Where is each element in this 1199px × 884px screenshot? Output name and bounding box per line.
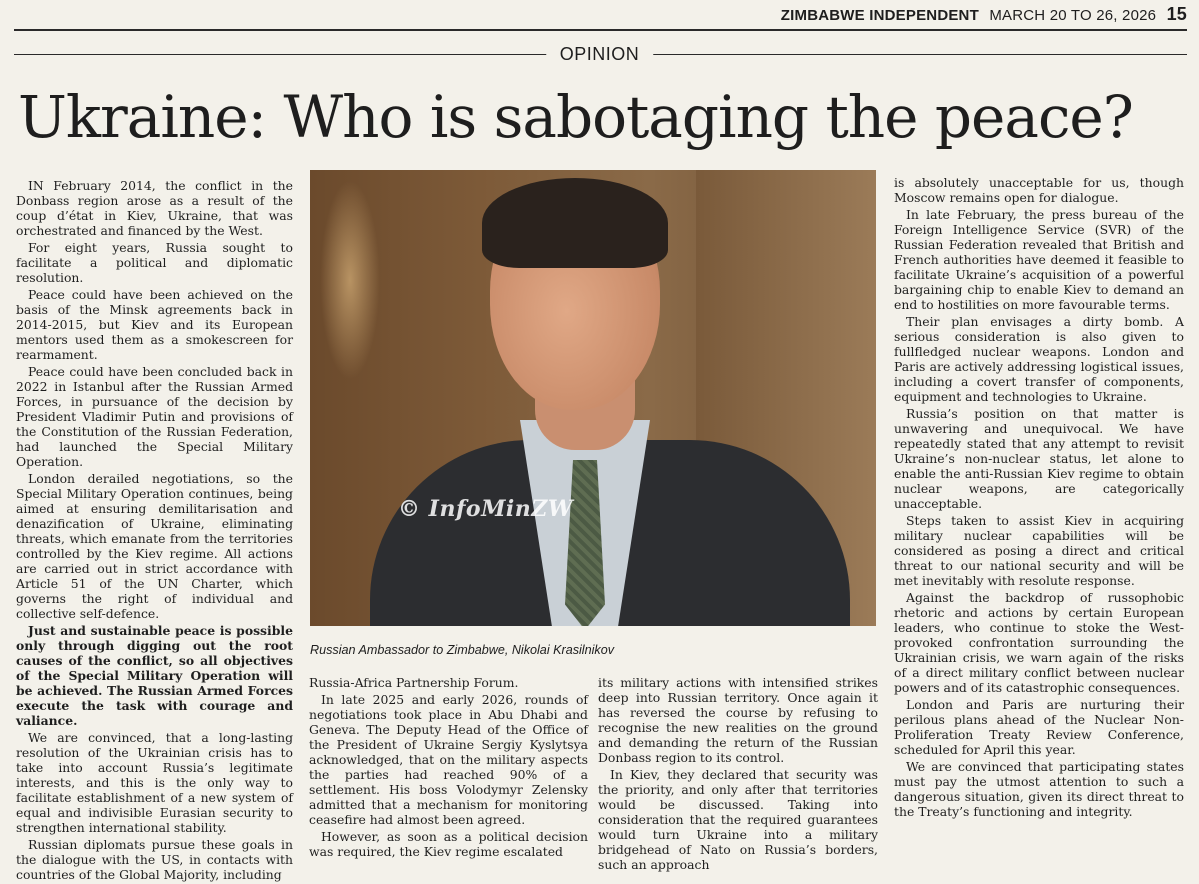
paragraph: London derailed negotiations, so the Special Military Operation continues, being aimed at ensuring demilitarisation and denazification of Ukraine, eliminating threats, which emanate from the territories controlled by the Kiev regime. All actions are carried out in strict accordance with Article 51 of the UN Charter, which governs the right of individual and collective self-defence. xyxy=(16,471,293,621)
paragraph: Just and sustainable peace is possible only through digging out the root causes of the conflict, so all objectives of the Special Military Operation will be achieved. The Russian Armed Forces execute the task with courage and valiance. xyxy=(16,623,293,728)
column-4 xyxy=(894,175,1184,821)
paragraph: Against the backdrop of russophobic rhetoric and actions by certain European leaders, who continue to stoke the West-provoked confrontation surrounding the Ukrainian crisis, we warn again of the risks of a direct military conflict between nuclear powers and of its catastrophic consequences. xyxy=(894,590,1184,695)
photo-caption: Russian Ambassador to Zimbabwe, Nikolai Krasilnikov xyxy=(310,643,615,657)
paragraph: London and Paris are nurturing their perilous plans ahead of the Nuclear Non-Proliferation Treaty Review Conference, scheduled for April this year. xyxy=(894,697,1184,757)
paper-name: ZIMBABWE INDEPENDENT xyxy=(780,7,979,24)
photo-lamp-glow xyxy=(320,180,380,380)
paragraph: In late 2025 and early 2026, rounds of negotiations took place in Abu Dhabi and Geneva. The Deputy Head of the Office of the President of Ukraine Sergiy Kyslytsya acknowledged, that on the military aspects the parties had reached 90% of a settlement. His boss Volodymyr Zelensky admitted that a mechanism for monitoring ceasefire had almost been agreed. xyxy=(309,692,588,827)
paragraph: In late February, the press bureau of the Foreign Intelligence Service (SVR) of the Russian Federation revealed that British and French authorities have deemed it feasible to facilitate Ukraine’s acquisition of a powerful bargaining chip to enable Kiev to demand an end to hostilities on more favourable terms. xyxy=(894,207,1184,312)
issue-dates: MARCH 20 TO 26, 2026 xyxy=(989,7,1157,24)
paragraph: is absolutely unacceptable for us, though Moscow remains open for dialogue. xyxy=(894,175,1184,205)
masthead xyxy=(781,4,1187,25)
paragraph: Peace could have been concluded back in 2022 in Istanbul after the Russian Armed Forces, in pursuance of the decision by President Vladimir Putin and provisions of the Constitution of the Russian Federation, had launched the Special Military Operation. xyxy=(16,364,293,469)
paragraph: In Kiev, they declared that security was the priority, and only after that territories would be discussed. Taking into consideration that the required guarantees would turn Ukraine into a military bridgehead of Nato on Russia’s borders, such an approach xyxy=(598,767,878,872)
photo-watermark: © InfoMinZW xyxy=(398,496,574,522)
ambassador-photo xyxy=(310,170,876,626)
paragraph: We are convinced, that a long-lasting resolution of the Ukrainian crisis has to take into account Russia’s legitimate interests, and this is the only way to facilitate establishment of a new system of equal and indivisible Eurasian security to strengthen international stability. xyxy=(16,730,293,835)
paragraph: However, as soon as a political decision was required, the Kiev regime escalated xyxy=(309,829,588,859)
column-2 xyxy=(309,675,588,861)
headline: Ukraine: Who is sabotaging the peace? xyxy=(18,83,1133,151)
paragraph: Their plan envisages a dirty bomb. A serious consideration is also given to fullfledged nuclear weapons. London and Paris are actively addressing logistical issues, including a covert transfer of components, equipment and technologies to Ukraine. xyxy=(894,314,1184,404)
paragraph: Steps taken to assist Kiev in acquiring military nuclear capabilities will be considered as posing a direct and critical threat to our national security and will be met inevitably with resolute response. xyxy=(894,513,1184,588)
paragraph: Peace could have been achieved on the basis of the Minsk agreements back in 2014-2015, but Kiev and its European mentors used them as a smokescreen for rearmament. xyxy=(16,287,293,362)
section-label: OPINION xyxy=(546,44,654,65)
column-3 xyxy=(598,675,878,874)
page-number: 15 xyxy=(1166,4,1187,24)
top-rule xyxy=(14,29,1187,31)
paragraph: Russian diplomats pursue these goals in the dialogue with the US, in contacts with countries of the Global Majority, including xyxy=(16,837,293,882)
hair-shape xyxy=(482,178,668,268)
paragraph: Russia’s position on that matter is unwavering and unequivocal. We have repeatedly stated that any attempt to revisit Ukraine’s non-nuclear status, let alone to enable the anti-Russian Kiev regime to obtain nuclear weapons, are categorically unacceptable. xyxy=(894,406,1184,511)
paragraph: IN February 2014, the conflict in the Donbass region arose as a result of the coup d’état in Kiev, Ukraine, that was orchestrated and financed by the West. xyxy=(16,178,293,238)
column-1 xyxy=(16,178,293,884)
paragraph: its military actions with intensified strikes deep into Russian territory. Once again it has reversed the course by refusing to recognise the new realities on the ground and demanding the return of the Russian Donbass region to its control. xyxy=(598,675,878,765)
paragraph: For eight years, Russia sought to facilitate a political and diplomatic resolution. xyxy=(16,240,293,285)
paragraph: We are convinced that participating states must pay the utmost attention to such a dangerous situation, given its direct threat to the Treaty’s functioning and integrity. xyxy=(894,759,1184,819)
paragraph: Russia-Africa Partnership Forum. xyxy=(309,675,519,690)
